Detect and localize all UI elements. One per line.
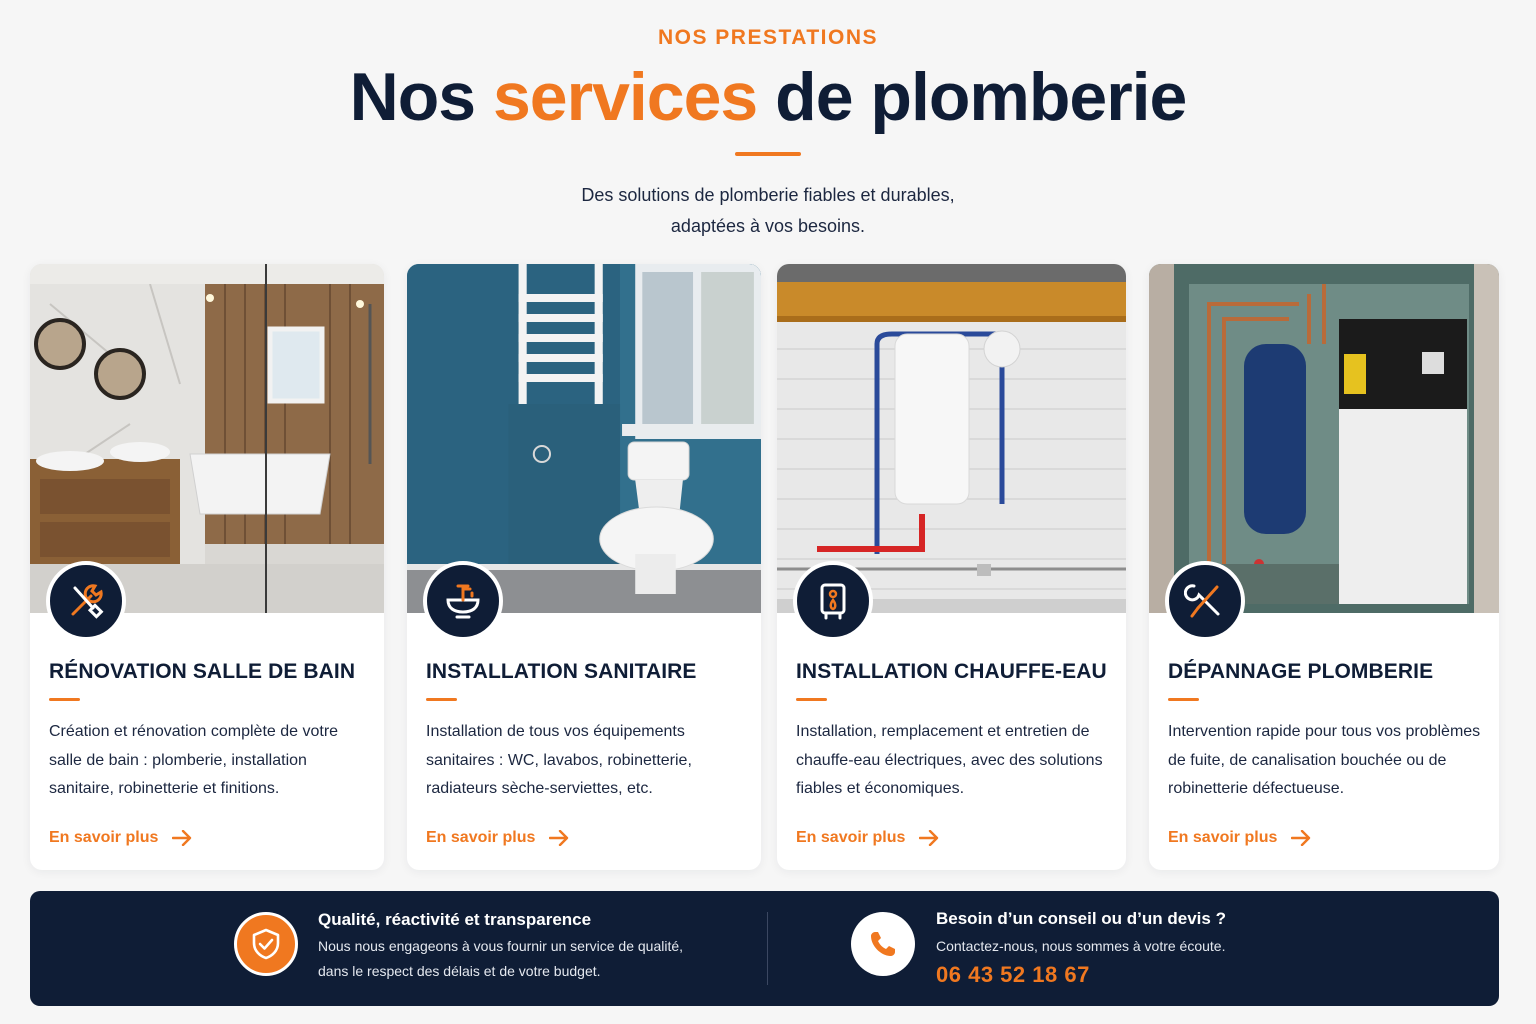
card-underline (796, 698, 827, 701)
intro-line-2: adaptées à vos besoins. (670, 216, 866, 236)
card-title: RÉNOVATION SALLE DE BAIN (49, 660, 356, 683)
card-description: Installation, remplacement et entretien de chauffe-eau électriques, avec des solutions fiables et économiques. (796, 723, 1103, 797)
wrench-screwdriver-icon (46, 561, 126, 641)
section-intro (0, 180, 1536, 242)
learn-more-link[interactable] (49, 829, 192, 847)
card-underline (426, 698, 457, 701)
learn-more-label: En savoir plus (796, 829, 906, 846)
title-part-2: de plomberie (775, 59, 1187, 135)
quality-text (318, 934, 683, 984)
wrench-screwdriver-icon (1165, 561, 1245, 641)
quality-title: Qualité, réactivité et transparence (318, 910, 592, 929)
quality-line-1: Nous nous engageons à vous fournir un service de qualité, (318, 938, 684, 954)
service-card-chauffe-eau[interactable] (777, 264, 1126, 870)
service-card-renovation[interactable] (30, 264, 384, 870)
service-card-sanitaire[interactable] (407, 264, 761, 870)
card-description: Intervention rapide pour tous vos problèmes de fuite, de canalisation bouchée ou de robinetterie défectueuse. (1168, 723, 1481, 797)
arrow-right-icon (172, 830, 192, 846)
banner-divider (767, 912, 768, 985)
quality-line-2: dans le respect des délais et de votre budget. (318, 963, 601, 979)
title-underline (735, 152, 801, 156)
contact-title: Besoin d’un conseil ou d’un devis ? (936, 909, 1226, 928)
section-eyebrow: NOS PRESTATIONS (657, 26, 879, 49)
learn-more-label: En savoir plus (49, 829, 159, 846)
card-underline (49, 698, 80, 701)
service-card-depannage[interactable] (1149, 264, 1499, 870)
page-title (0, 58, 1536, 136)
arrow-right-icon (549, 830, 569, 846)
water-heater-icon (793, 561, 873, 641)
contact-text: Contactez-nous, nous sommes à votre écoute. (936, 938, 1226, 954)
title-part-1: Nos (349, 59, 476, 135)
learn-more-link[interactable] (1168, 829, 1311, 847)
card-title: INSTALLATION SANITAIRE (426, 660, 697, 683)
card-underline (1168, 698, 1199, 701)
card-title: DÉPANNAGE PLOMBERIE (1168, 660, 1434, 683)
phone-icon[interactable] (851, 912, 915, 976)
intro-line-1: Des solutions de plomberie fiables et durables, (581, 185, 955, 205)
arrow-right-icon (1291, 830, 1311, 846)
commitment-banner (30, 891, 1499, 1006)
learn-more-link[interactable] (426, 829, 569, 847)
learn-more-link[interactable] (796, 829, 939, 847)
learn-more-label: En savoir plus (426, 829, 536, 846)
learn-more-label: En savoir plus (1168, 829, 1278, 846)
card-description: Création et rénovation complète de votre salle de bain : plomberie, installation sanitaire, robinetterie et finitions. (49, 723, 339, 797)
arrow-right-icon (919, 830, 939, 846)
shield-check-icon (234, 912, 298, 976)
card-description: Installation de tous vos équipements sanitaires : WC, lavabos, robinetterie, radiateurs sèche-serviettes, etc. (426, 723, 692, 797)
title-accent: services (492, 59, 758, 135)
sink-faucet-icon (423, 561, 503, 641)
phone-number-link[interactable]: 06 43 52 18 67 (936, 962, 1090, 987)
card-title: INSTALLATION CHAUFFE-EAU (796, 660, 1107, 683)
